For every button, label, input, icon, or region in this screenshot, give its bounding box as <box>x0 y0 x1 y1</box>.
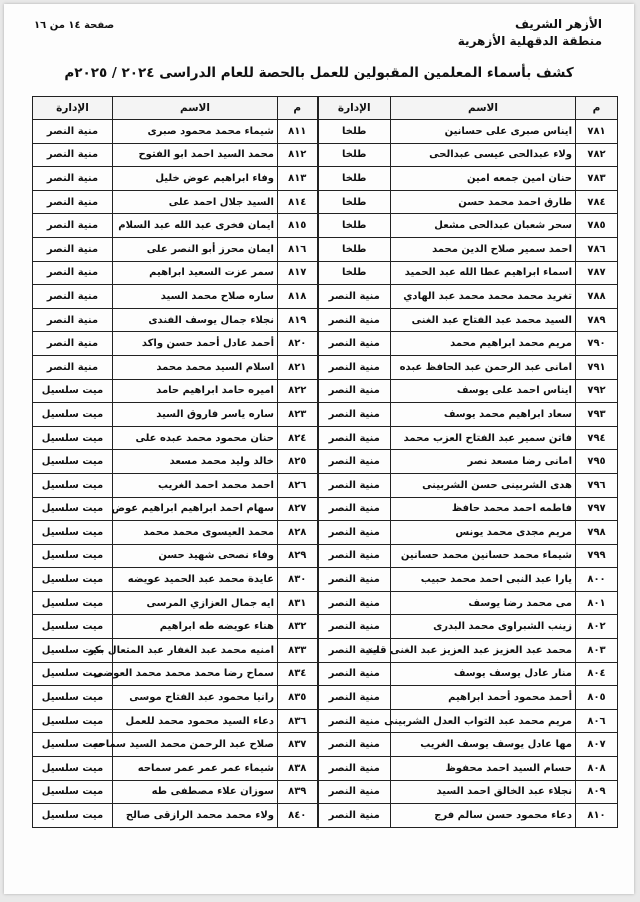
serial-number: ٧٨٧ <box>576 261 618 285</box>
serial-number: ٨٢٧ <box>278 497 318 521</box>
teacher-name: محمد السيد احمد ابو الفتوح <box>113 143 278 167</box>
administration: منية النصر <box>33 332 113 356</box>
teacher-name: السيد محمد عبد الفتاح عبد الغنى <box>391 308 576 332</box>
serial-number: ٧٨٨ <box>576 285 618 309</box>
administration: منية النصر <box>318 686 391 710</box>
serial-number: ٧٩٦ <box>576 473 618 497</box>
administration: منية النصر <box>33 355 113 379</box>
teacher-name: اسماء ابراهيم عطا الله عبد الحميد <box>391 261 576 285</box>
administration: منية النصر <box>33 237 113 261</box>
serial-number: ٧٨٣ <box>576 167 618 191</box>
serial-number: ٨٢١ <box>278 355 318 379</box>
table-row <box>33 473 618 497</box>
serial-number: ٧٩٣ <box>576 403 618 427</box>
serial-number: ٧٨٦ <box>576 237 618 261</box>
teacher-name: ساره صلاح محمد السيد <box>113 285 278 309</box>
teacher-name: مريم محمد ابراهيم محمد <box>391 332 576 356</box>
serial-number: ٨٣٧ <box>278 733 318 757</box>
administration: منية النصر <box>33 143 113 167</box>
administration: ميت سلسيل <box>33 473 113 497</box>
serial-number: ٧٩٢ <box>576 379 618 403</box>
teacher-name: احمد محمد احمد الغريب <box>113 473 278 497</box>
teacher-name: ولاء محمد محمد الرازقى صالح <box>113 804 278 828</box>
serial-number: ٨١٦ <box>278 237 318 261</box>
administration: منية النصر <box>33 120 113 144</box>
table-row <box>33 544 618 568</box>
table-row <box>33 143 618 167</box>
administration: ميت سلسيل <box>33 521 113 545</box>
serial-number: ٨٢٦ <box>278 473 318 497</box>
serial-number: ٨٣٤ <box>278 662 318 686</box>
document-page <box>4 4 634 894</box>
table-row <box>33 379 618 403</box>
serial-number: ٧٨٢ <box>576 143 618 167</box>
serial-number: ٨١٨ <box>278 285 318 309</box>
administration: منية النصر <box>318 662 391 686</box>
teacher-name: ولاء عبدالحى عيسى عبدالحى <box>391 143 576 167</box>
serial-number: ٨٣٨ <box>278 757 318 781</box>
teacher-name: شيماء محمد حسانين محمد حسانين <box>391 544 576 568</box>
administration: منية النصر <box>33 214 113 238</box>
teacher-name: سماح رضا محمد محمد محمد العوضى <box>113 662 278 686</box>
serial-number: ٧٨١ <box>576 120 618 144</box>
teacher-name: امنيه محمد عبد الغفار عبد المتعال بكر <box>113 639 278 663</box>
region-name: منطقة الدقهلية الأزهرية <box>457 34 602 48</box>
administration: طلخا <box>318 143 391 167</box>
administration: طلخا <box>318 214 391 238</box>
serial-number: ٧٩٨ <box>576 521 618 545</box>
teacher-name: سوزان علاء مصطفى طه <box>113 780 278 804</box>
teacher-name: عايدة محمد عبد الحميد عويضه <box>113 568 278 592</box>
administration: طلخا <box>318 261 391 285</box>
teacher-name: حسام السيد احمد محفوظ <box>391 757 576 781</box>
teacher-name: السيد جلال احمد على <box>113 190 278 214</box>
table-row <box>33 780 618 804</box>
table-row <box>33 733 618 757</box>
table-row <box>33 355 618 379</box>
administration: ميت سلسيل <box>33 615 113 639</box>
administration: ميت سلسيل <box>33 544 113 568</box>
administration: منية النصر <box>318 591 391 615</box>
serial-number: ٨٢٩ <box>278 544 318 568</box>
table-row <box>33 450 618 474</box>
teacher-name: مريم مجدى محمد يونس <box>391 521 576 545</box>
teacher-name: محمد عبد العزيز عبد العزيز عبد الغنى قايد <box>391 639 576 663</box>
teacher-name: مريم محمد عبد التواب العدل الشربينى <box>391 709 576 733</box>
table-row <box>33 237 618 261</box>
administration: منية النصر <box>318 639 391 663</box>
table-body <box>33 120 618 828</box>
administration: منية النصر <box>33 167 113 191</box>
administration: منية النصر <box>318 804 391 828</box>
serial-number: ٨١٤ <box>278 190 318 214</box>
administration: ميت سلسيل <box>33 450 113 474</box>
table-row <box>33 521 618 545</box>
serial-number: ٧٨٤ <box>576 190 618 214</box>
serial-number: ٨١٧ <box>278 261 318 285</box>
administration: منية النصر <box>318 497 391 521</box>
teacher-name: ايمان فخرى عبد الله عبد السلام <box>113 214 278 238</box>
table-row <box>33 639 618 663</box>
teacher-name: سمر عزت السعيد ابراهيم <box>113 261 278 285</box>
serial-number: ٨٠٢ <box>576 615 618 639</box>
administration: منية النصر <box>318 450 391 474</box>
teacher-name: شيماء عمر عمر عمر سماحه <box>113 757 278 781</box>
serial-number: ٨٢٢ <box>278 379 318 403</box>
administration: منية النصر <box>33 285 113 309</box>
administration: ميت سلسيل <box>33 426 113 450</box>
serial-number: ٨١٣ <box>278 167 318 191</box>
teacher-name: حنان امين جمعه امين <box>391 167 576 191</box>
administration: ميت سلسيل <box>33 591 113 615</box>
administration: ميت سلسيل <box>33 686 113 710</box>
serial-number: ٨٠٩ <box>576 780 618 804</box>
serial-number: ٨٢٤ <box>278 426 318 450</box>
serial-number: ٨٠٦ <box>576 709 618 733</box>
serial-number: ٨١١ <box>278 120 318 144</box>
teacher-name: ساره ياسر فاروق السيد <box>113 403 278 427</box>
teacher-name: وفاء ابراهيم عوض خليل <box>113 167 278 191</box>
teacher-name: تغريد محمد محمد محمد عبد الهادي <box>391 285 576 309</box>
administration: منية النصر <box>318 544 391 568</box>
serial-number: ٧٨٩ <box>576 308 618 332</box>
administration: منية النصر <box>33 308 113 332</box>
table-row <box>33 214 618 238</box>
administration: منية النصر <box>33 261 113 285</box>
administration: ميت سلسيل <box>33 497 113 521</box>
serial-number: ٨١٠ <box>576 804 618 828</box>
administration: طلخا <box>318 237 391 261</box>
serial-number: ٨٢٣ <box>278 403 318 427</box>
serial-number: ٨١٥ <box>278 214 318 238</box>
col-header-num: م <box>278 97 318 120</box>
serial-number: ٨٣٩ <box>278 780 318 804</box>
serial-number: ٨٠٤ <box>576 662 618 686</box>
teacher-name: يارا عبد النبى احمد محمد حبيب <box>391 568 576 592</box>
teacher-name: خالد وليد محمد مسعد <box>113 450 278 474</box>
administration: منية النصر <box>318 709 391 733</box>
teacher-name: سهام احمد ابراهيم ابراهيم عوض <box>113 497 278 521</box>
serial-number: ٨٣٢ <box>278 615 318 639</box>
teacher-name: سعاد ابراهيم محمد يوسف <box>391 403 576 427</box>
administration: منية النصر <box>318 615 391 639</box>
table-row <box>33 403 618 427</box>
teacher-name: طارق احمد محمد حسن <box>391 190 576 214</box>
table-row <box>33 285 618 309</box>
page-number: صفحة ١٤ من ١٦ <box>34 20 115 31</box>
administration: منية النصر <box>318 521 391 545</box>
table-row <box>33 497 618 521</box>
teacher-name: رانيا محمود عبد الفتاح موسى <box>113 686 278 710</box>
administration: منية النصر <box>318 568 391 592</box>
serial-number: ٨٤٠ <box>278 804 318 828</box>
serial-number: ٧٩١ <box>576 355 618 379</box>
serial-number: ٧٨٥ <box>576 214 618 238</box>
table-row <box>33 308 618 332</box>
administration: منية النصر <box>318 426 391 450</box>
col-header-admin: الإدارة <box>318 97 391 120</box>
serial-number: ٧٩٠ <box>576 332 618 356</box>
teacher-name: وفاء نصحى شهيد حسن <box>113 544 278 568</box>
teacher-name: أحمد عادل أحمد حسن واكد <box>113 332 278 356</box>
table-header-row <box>33 97 618 120</box>
teacher-name: اسلام السيد محمد محمد <box>113 355 278 379</box>
administration: طلخا <box>318 120 391 144</box>
teacher-name: احمد سمير صلاح الدين محمد <box>391 237 576 261</box>
serial-number: ٨٢٨ <box>278 521 318 545</box>
teacher-name: دعاء السيد محمود محمد للعمل <box>113 709 278 733</box>
col-header-admin: الإدارة <box>33 97 113 120</box>
teacher-name: ايناس احمد على يوسف <box>391 379 576 403</box>
teacher-name: امانى عبد الرحمن عبد الحافظ عبده <box>391 355 576 379</box>
table-row <box>33 804 618 828</box>
administration: ميت سلسيل <box>33 403 113 427</box>
administration: منية النصر <box>318 733 391 757</box>
teacher-name: هدى الشربينى حسن الشربينى <box>391 473 576 497</box>
administration: منية النصر <box>318 308 391 332</box>
table-row <box>33 591 618 615</box>
serial-number: ٨٣١ <box>278 591 318 615</box>
table-row <box>33 190 618 214</box>
administration: طلخا <box>318 190 391 214</box>
table-row <box>33 426 618 450</box>
serial-number: ٨٠٠ <box>576 568 618 592</box>
serial-number: ٨٣٠ <box>278 568 318 592</box>
serial-number: ٨٠١ <box>576 591 618 615</box>
serial-number: ٨٢٠ <box>278 332 318 356</box>
teacher-name: مى محمد رضا يوسف <box>391 591 576 615</box>
administration: ميت سلسيل <box>33 379 113 403</box>
teacher-name: زينب الشبراوى محمد البدرى <box>391 615 576 639</box>
document-title: كشف بأسماء المعلمين المقبولين للعمل بالحصة للعام الدراسى ٢٠٢٤ / ٢٠٢٥م <box>64 65 574 81</box>
serial-number: ٨٢٥ <box>278 450 318 474</box>
teacher-name: فاتن سمير عبد الفتاح العزب محمد <box>391 426 576 450</box>
serial-number: ٨٠٧ <box>576 733 618 757</box>
serial-number: ٨٣٦ <box>278 709 318 733</box>
teacher-name: ايه جمال العزازي المرسى <box>113 591 278 615</box>
teacher-name: منار عادل يوسف يوسف <box>391 662 576 686</box>
serial-number: ٧٩٥ <box>576 450 618 474</box>
teacher-name: نجلاء عبد الخالق احمد السيد <box>391 780 576 804</box>
serial-number: ٧٩٧ <box>576 497 618 521</box>
administration: ميت سلسيل <box>33 662 113 686</box>
administration: منية النصر <box>318 379 391 403</box>
table-row <box>33 757 618 781</box>
teacher-name: سحر شعبان عبدالحى مشعل <box>391 214 576 238</box>
administration: منية النصر <box>318 403 391 427</box>
serial-number: ٧٩٤ <box>576 426 618 450</box>
table-row <box>33 662 618 686</box>
teacher-name: اميره حامد ابراهيم حامد <box>113 379 278 403</box>
table-row <box>33 261 618 285</box>
serial-number: ٨١٩ <box>278 308 318 332</box>
serial-number: ٨٣٥ <box>278 686 318 710</box>
serial-number: ٨٠٨ <box>576 757 618 781</box>
administration: منية النصر <box>318 285 391 309</box>
col-header-name: الاسم <box>113 97 278 120</box>
administration: منية النصر <box>33 190 113 214</box>
teachers-table <box>32 96 618 828</box>
administration: ميت سلسيل <box>33 757 113 781</box>
serial-number: ٨١٢ <box>278 143 318 167</box>
teacher-name: مها عادل يوسف يوسف الغريب <box>391 733 576 757</box>
administration: منية النصر <box>318 473 391 497</box>
col-header-name: الاسم <box>391 97 576 120</box>
administration: ميت سلسيل <box>33 780 113 804</box>
teacher-name: هناء عويضه طه ابراهيم <box>113 615 278 639</box>
table-row <box>33 332 618 356</box>
teacher-name: دعاء محمود حسن سالم فرج <box>391 804 576 828</box>
serial-number: ٨٠٥ <box>576 686 618 710</box>
table-row <box>33 120 618 144</box>
teacher-name: أحمد محمود أحمد ابراهيم <box>391 686 576 710</box>
administration: ميت سلسيل <box>33 733 113 757</box>
table-row <box>33 568 618 592</box>
institution-header <box>458 16 602 50</box>
teacher-name: صلاح عبد الرحمن محمد السيد سماحه <box>113 733 278 757</box>
teacher-name: محمد العيسوى محمد محمد <box>113 521 278 545</box>
table-row <box>33 615 618 639</box>
administration: منية النصر <box>318 355 391 379</box>
administration: منية النصر <box>318 780 391 804</box>
administration: منية النصر <box>318 332 391 356</box>
teacher-name: ايمان محرز أبو النصر على <box>113 237 278 261</box>
administration: منية النصر <box>318 757 391 781</box>
administration: طلخا <box>318 167 391 191</box>
administration: ميت سلسيل <box>33 568 113 592</box>
serial-number: ٨٠٣ <box>576 639 618 663</box>
teacher-name: حنان محمود محمد عبده على <box>113 426 278 450</box>
teacher-name: شيماء محمد محمود صبرى <box>113 120 278 144</box>
administration: ميت سلسيل <box>33 639 113 663</box>
teacher-name: فاطمه احمد محمد حافظ <box>391 497 576 521</box>
table-row <box>33 686 618 710</box>
table-row <box>33 167 618 191</box>
administration: ميت سلسيل <box>33 709 113 733</box>
institution-name: الأزهر الشريف <box>514 17 602 31</box>
teacher-name: ايناس صبرى على حسانين <box>391 120 576 144</box>
col-header-num: م <box>576 97 618 120</box>
administration: ميت سلسيل <box>33 804 113 828</box>
teacher-name: امانى رضا مسعد نصر <box>391 450 576 474</box>
serial-number: ٧٩٩ <box>576 544 618 568</box>
teacher-name: نجلاء جمال يوسف الفندى <box>113 308 278 332</box>
table-row <box>33 709 618 733</box>
serial-number: ٨٣٣ <box>278 639 318 663</box>
